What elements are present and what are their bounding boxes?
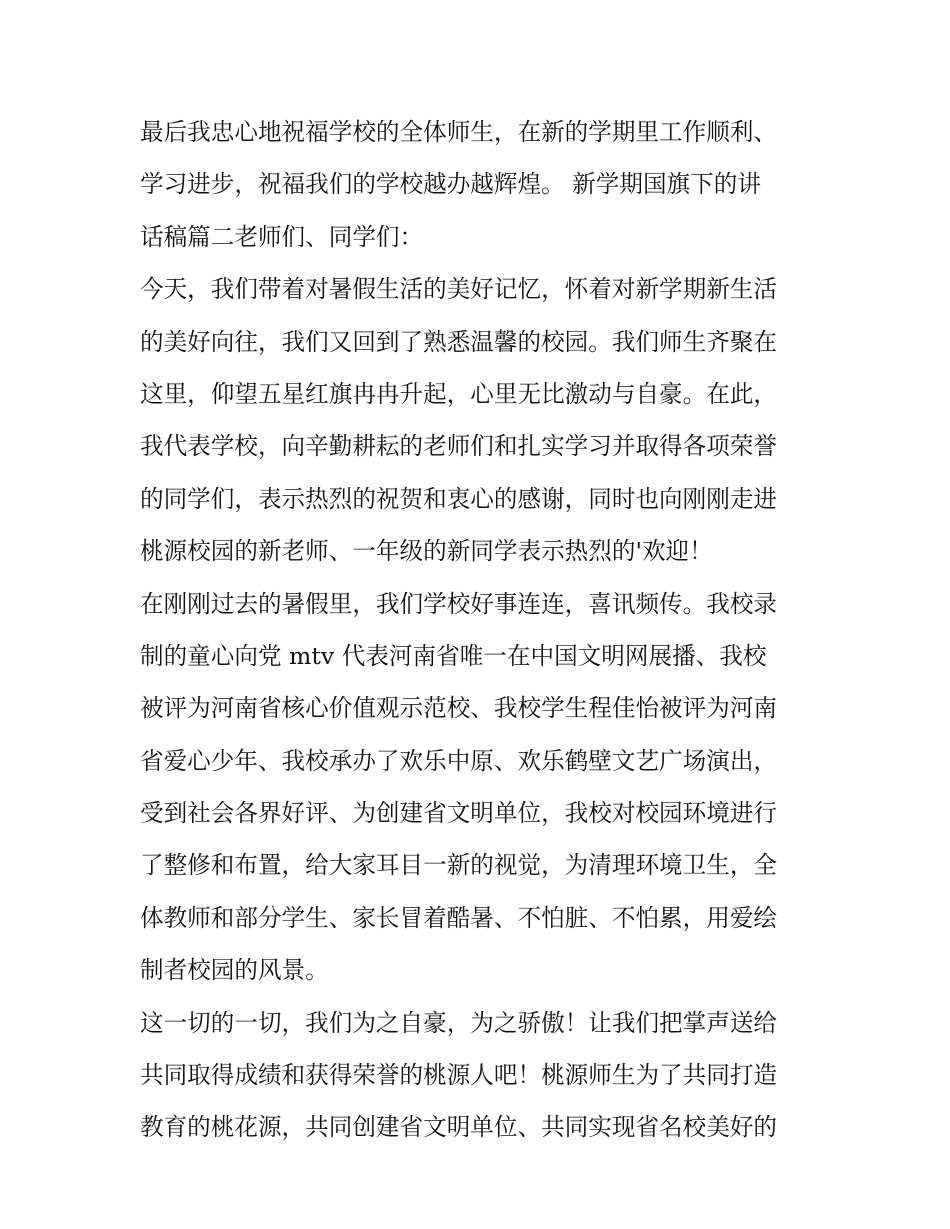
text-line: 共同取得成绩和获得荣誉的桃源人吧！桃源师生为了共同打造 — [140, 1061, 778, 1090]
text-line: 我代表学校，向辛勤耕耘的老师们和扎实学习并取得各项荣誉 — [140, 432, 778, 461]
text-line: 制的童心向党 mtv 代表河南省唯一在中国文明网展播、我校 — [140, 641, 767, 670]
text-line: 今天，我们带着对暑假生活的美好记忆，怀着对新学期新生活 — [140, 275, 778, 304]
text-line: 这里，仰望五星红旗冉冉升起，心里无比激动与自豪。在此， — [140, 379, 778, 408]
text-line: 的同学们，表示热烈的祝贺和衷心的感谢，同时也向刚刚走进 — [140, 484, 778, 513]
text-line: 学习进步，祝福我们的学校越办越辉煌。 新学期国旗下的讲 — [140, 170, 761, 199]
text-line: 省爱心少年、我校承办了欢乐中原、欢乐鹤壁文艺广场演出， — [140, 746, 778, 775]
text-line: 了整修和布置，给大家耳目一新的视觉，为清理环境卫生，全 — [140, 851, 778, 880]
text-line: 教育的桃花源，共同创建省文明单位、共同实现省名校美好的 — [140, 1113, 778, 1142]
text-line: 受到社会各界好评、为创建省文明单位，我校对校园环境进行 — [140, 799, 778, 828]
text-line: 桃源校园的新老师、一年级的新同学表示热烈的'欢迎！ — [140, 537, 713, 566]
text-line: 制者校园的风景。 — [140, 956, 329, 985]
text-line: 在刚刚过去的暑假里，我们学校好事连连，喜讯频传。我校录 — [140, 589, 778, 618]
text-line: 被评为河南省核心价值观示范校、我校学生程佳怡被评为河南 — [140, 694, 778, 723]
text-line: 体教师和部分学生、家长冒着酷暑、不怕脏、不怕累，用爱绘 — [140, 903, 778, 932]
text-line: 最后我忠心地祝福学校的全体师生，在新的学期里工作顺利、 — [140, 118, 778, 146]
text-line: 这一切的一切，我们为之自豪，为之骄傲！让我们把掌声送给 — [140, 1008, 778, 1037]
text-line: 话稿篇二老师们、同学们： — [140, 222, 424, 251]
text-line: 的美好向往，我们又回到了熟悉温馨的校园。我们师生齐聚在 — [140, 327, 778, 356]
document-body — [140, 106, 816, 1154]
